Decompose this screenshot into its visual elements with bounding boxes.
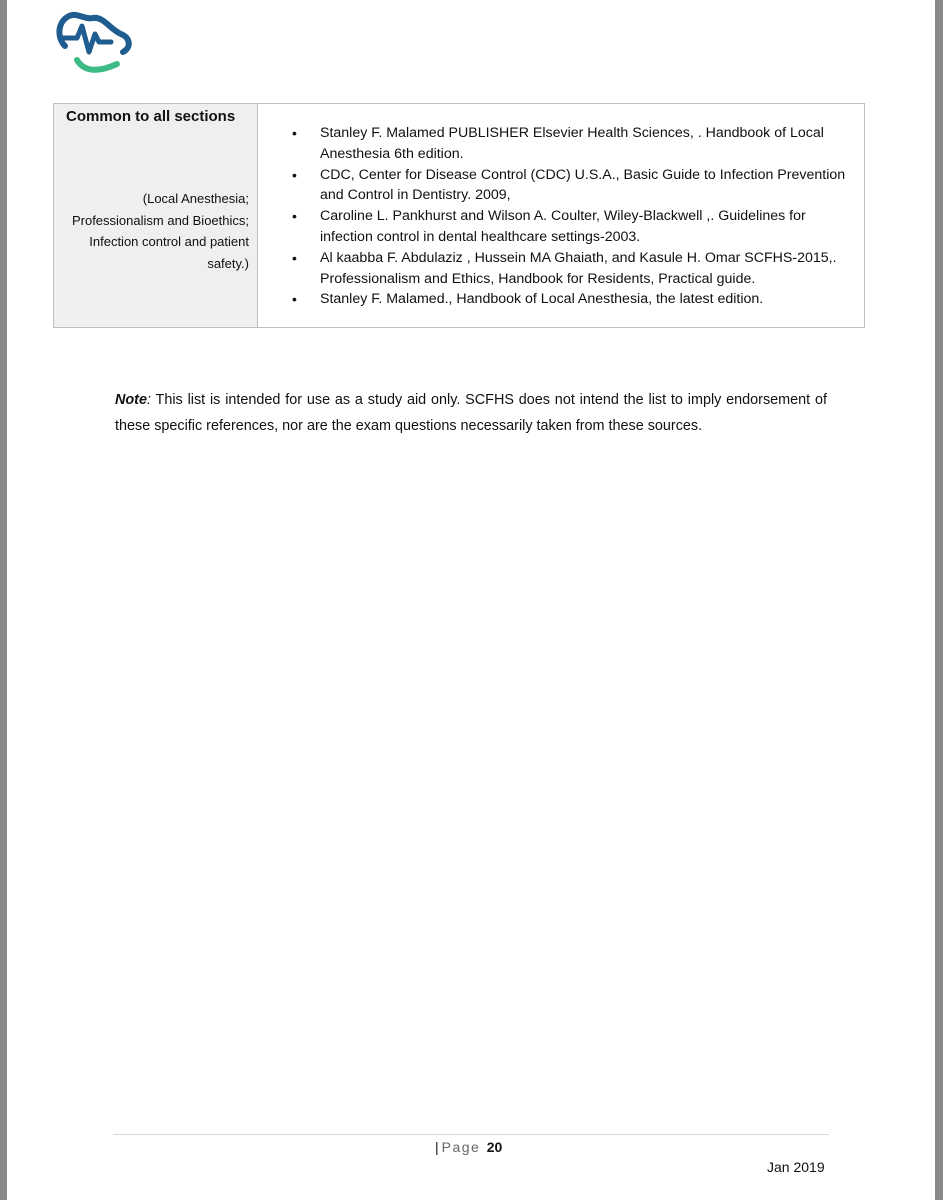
note-text: This list is intended for use as a study aid only. SCFHS does not intend the list to imply endorsement of these specific references, nor are the exam questions necessarily taken from these sources. — [115, 392, 827, 434]
bullet-icon: • — [292, 125, 297, 141]
section-title: Common to all sections — [66, 108, 236, 125]
section-subtitle: (Local Anesthesia; Professionalism and Bioethics; Infection control and patient safety.) — [71, 191, 249, 271]
note-colon: : — [146, 392, 151, 408]
footer-date: Jan 2019 — [767, 1159, 825, 1175]
references-list-cell — [258, 104, 864, 327]
references-list — [292, 123, 856, 310]
list-item: • CDC, Center for Disease Control (CDC) U.S.A., Basic Guide to Infection Prevention and Control in Dentistry. 2009, — [292, 166, 846, 204]
list-item: • Al kaabba F. Abdulaziz , Hussein MA Ghaiath, and Kasule H. Omar SCFHS-2015,. Professionalism and Ethics, Handbook for Residents, Practical guide. — [292, 249, 837, 287]
note-label: Note — [115, 392, 147, 408]
page-separator: | — [435, 1139, 439, 1155]
bullet-icon: • — [292, 166, 297, 183]
note-paragraph — [115, 388, 827, 439]
bullet-icon: • — [292, 208, 297, 225]
page-label: Page — [441, 1139, 481, 1155]
scfhs-logo-icon — [51, 8, 135, 78]
list-item: • Stanley F. Malamed PUBLISHER Elsevier Health Sciences, . Handbook of Local Anesthesia 6th edition. — [292, 125, 824, 162]
list-item: • Caroline L. Pankhurst and Wilson A. Coulter, Wiley-Blackwell ,. Guidelines for infection control in dental healthcare settings-2003. — [292, 208, 806, 245]
page-number — [435, 1139, 502, 1155]
references-table — [53, 103, 865, 328]
bullet-icon: • — [292, 291, 297, 308]
list-item: • Stanley F. Malamed., Handbook of Local Anesthesia, the latest edition. — [316, 289, 856, 310]
references-section-cell — [54, 104, 258, 327]
footer-divider — [113, 1134, 829, 1135]
document-page — [7, 0, 935, 1200]
page-number-value: 20 — [486, 1139, 503, 1155]
bullet-icon: • — [292, 249, 297, 266]
